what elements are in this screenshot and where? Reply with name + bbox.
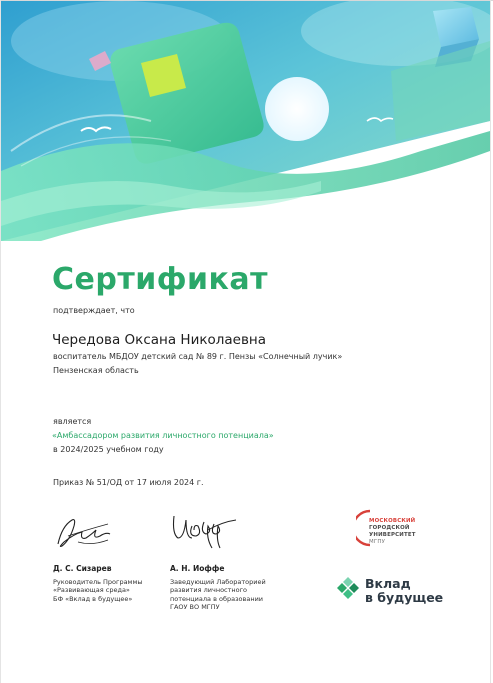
vklad-diamond-icon [336,576,360,600]
signer-title-line: развития личностного [170,586,248,595]
recipient-position: воспитатель МБДОУ детский сад № 89 г. Пензы «Солнечный лучик» [53,352,343,361]
signer-title-line: Руководитель Программы [53,578,143,586]
signer-title-sizarev [53,578,163,603]
signer-title-line: БФ «Вклад в будущее» [53,594,133,603]
signer-title-line: ГАОУ ВО МГПУ [170,603,220,612]
certificate-subtitle: подтверждает, что [53,306,135,315]
signer-title-ioffe [170,578,290,612]
mgpu-logo-line: ГОРОДСКОЙ [369,525,410,531]
order-reference: Приказ № 51/ОД от 17 июля 2024 г. [53,478,204,487]
vklad-logo-text [365,577,443,605]
signature-sizarev [52,506,114,554]
signer-title-line: потенциала в образовании [170,594,264,603]
mgpu-logo-line: УНИВЕРСИТЕТ [369,532,416,538]
achievement-title: «Амбассадором развития личностного потенциала» [52,431,274,440]
academic-period: в 2024/2025 учебном году [53,445,164,454]
mgpu-logo-text [369,518,416,546]
mgpu-logo-line: МГПУ [369,539,386,545]
signer-name-ioffe: А. Н. Иоффе [170,564,225,573]
vklad-logo [336,574,446,608]
certificate-title: Сертификат [52,262,269,297]
hero-illustration [1,1,490,241]
vklad-logo-line: в будущее [365,590,444,605]
signer-name-sizarev: Д. С. Сизарев [53,564,112,573]
mgpu-logo-line: МОСКОВСКИЙ [369,518,416,524]
page-border-right [490,0,491,683]
is-label: является [53,417,92,426]
recipient-region: Пензенская область [53,366,139,375]
signature-ioffe [168,508,238,554]
recipient-name: Чередова Оксана Николаевна [52,332,267,348]
signer-title-line: «Развивающая среда» [53,586,130,595]
signer-title-line: Заведующий Лабораторией [170,578,266,586]
vklad-logo-line: Вклад [365,576,411,591]
